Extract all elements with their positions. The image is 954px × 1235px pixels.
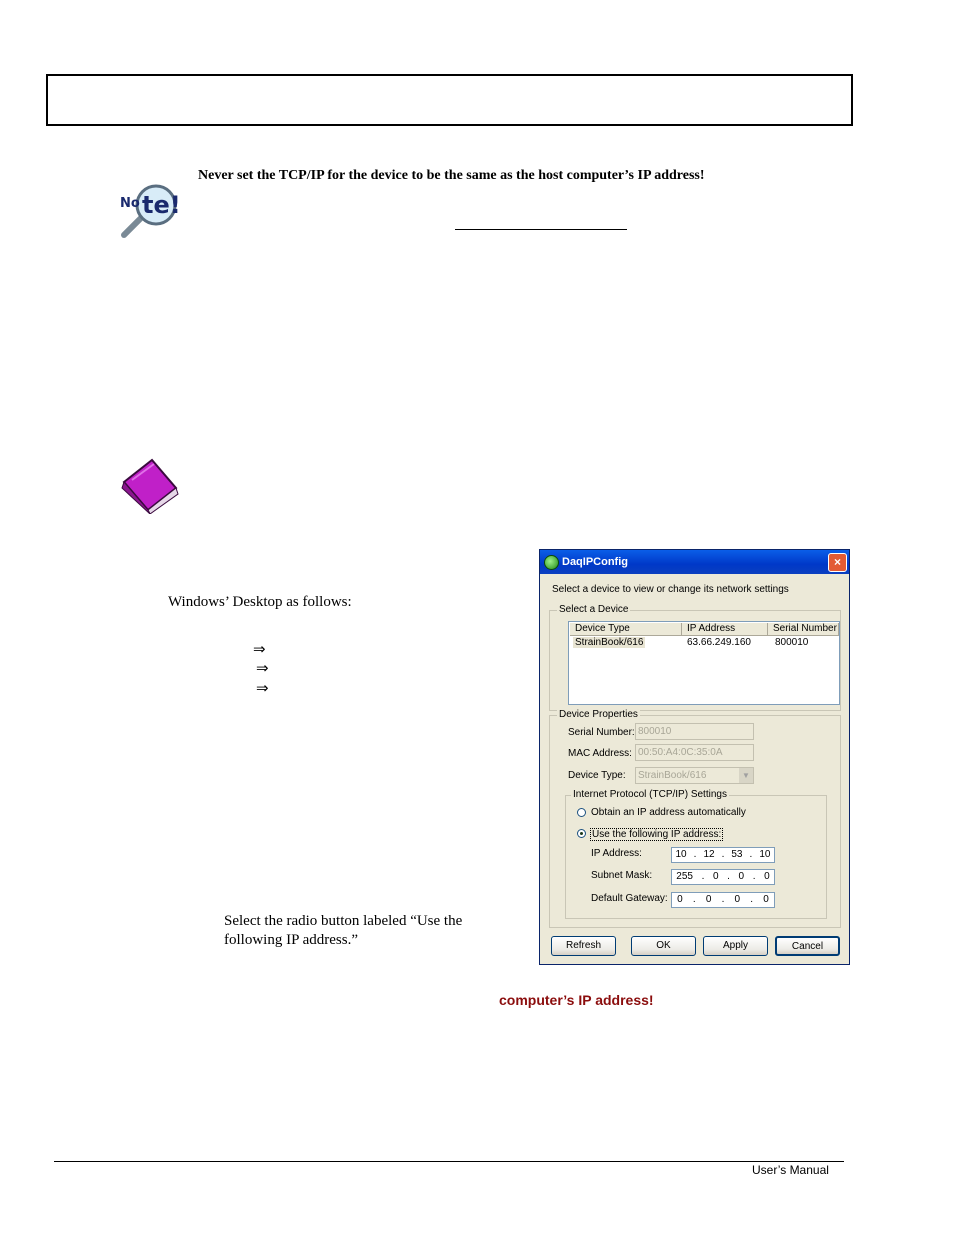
gateway-octet: 0 [734,894,741,905]
mask-octet: 255 [676,871,693,882]
ip-address-label: IP Address: [591,848,642,859]
select-device-label: Select a Device [559,604,629,615]
step-text-line1: Select the radio button labeled “Use the [224,913,463,929]
ip-octet: 10 [759,849,771,860]
daqipconfig-dialog [539,549,850,965]
instruction-text: Select a device to view or change its network settings [552,584,789,595]
column-serial-number[interactable]: Serial Number [768,623,839,636]
chevron-down-icon: ▼ [739,768,753,783]
row-serial-number: 800010 [775,637,809,648]
radio-use-following[interactable] [577,829,586,838]
subnet-mask-input[interactable]: 255 . 0 . 0 . 0 [671,869,775,885]
refresh-button[interactable]: Refresh [551,936,616,956]
device-list[interactable] [568,621,840,705]
title-bar[interactable] [540,550,849,574]
column-device-type[interactable]: Device Type [570,623,682,636]
apply-button[interactable]: Apply [703,936,768,956]
subnet-mask-label: Subnet Mask: [591,870,653,881]
ip-address-input[interactable]: 10 . 12 . 53 . 10 [671,847,775,863]
note-warning-text: Never set the TCP/IP for the device to be the same as the host computer’s IP address! [198,168,705,183]
app-icon [544,555,559,570]
underline-rule [455,229,627,230]
arrow-1: ⇒ [253,640,266,658]
mask-octet: 0 [738,871,745,882]
radio-obtain-auto[interactable] [577,808,586,817]
gateway-octet: 0 [763,894,769,905]
ip-octet: 10 [675,849,687,860]
step-text-line2: following IP address.” [224,932,359,948]
mac-label: MAC Address: [568,748,632,759]
row-ip-address: 63.66.249.160 [687,637,751,648]
cancel-button[interactable]: Cancel [775,936,840,956]
ip-octet: 53 [731,849,743,860]
arrow-2: ⇒ [256,659,269,677]
header-box [46,74,853,126]
mask-octet: 0 [764,871,770,882]
dialog-title: DaqIPConfig [562,556,628,568]
radio-use-following-label[interactable]: Use the following IP address: [592,829,722,840]
ok-button[interactable]: OK [631,936,696,956]
radio-obtain-auto-label[interactable]: Obtain an IP address automatically [591,807,746,818]
footer-text: User’s Manual [752,1163,829,1177]
arrow-3: ⇒ [256,679,269,697]
gateway-octet: 0 [677,894,683,905]
ip-octet: 12 [703,849,715,860]
red-warning: computer’s IP address! [499,992,654,1008]
note-icon [116,183,186,241]
column-ip-address[interactable]: IP Address [682,623,768,636]
tcp-settings-label: Internet Protocol (TCP/IP) Settings [573,789,727,800]
desktop-text: Windows’ Desktop as follows: [168,594,352,610]
svg-text:No: No [120,196,140,211]
mask-octet: 0 [712,871,719,882]
list-item[interactable] [570,637,838,650]
row-device-type: StrainBook/616 [575,637,644,648]
device-type-label: Device Type: [568,770,626,781]
mac-field: 00:50:A4:0C:35:0A [635,744,754,761]
close-button[interactable]: × [828,553,847,572]
gateway-label: Default Gateway: [591,893,668,904]
serial-label: Serial Number: [568,727,635,738]
reference-book-icon [118,452,188,514]
device-type-select: StrainBook/616 [635,767,754,784]
gateway-octet: 0 [705,894,712,905]
serial-field: 800010 [635,723,754,740]
svg-text:te!: te! [142,191,181,219]
device-properties-label: Device Properties [559,709,638,720]
gateway-input[interactable]: 0 . 0 . 0 . 0 [671,892,775,908]
footer-rule [54,1161,844,1162]
